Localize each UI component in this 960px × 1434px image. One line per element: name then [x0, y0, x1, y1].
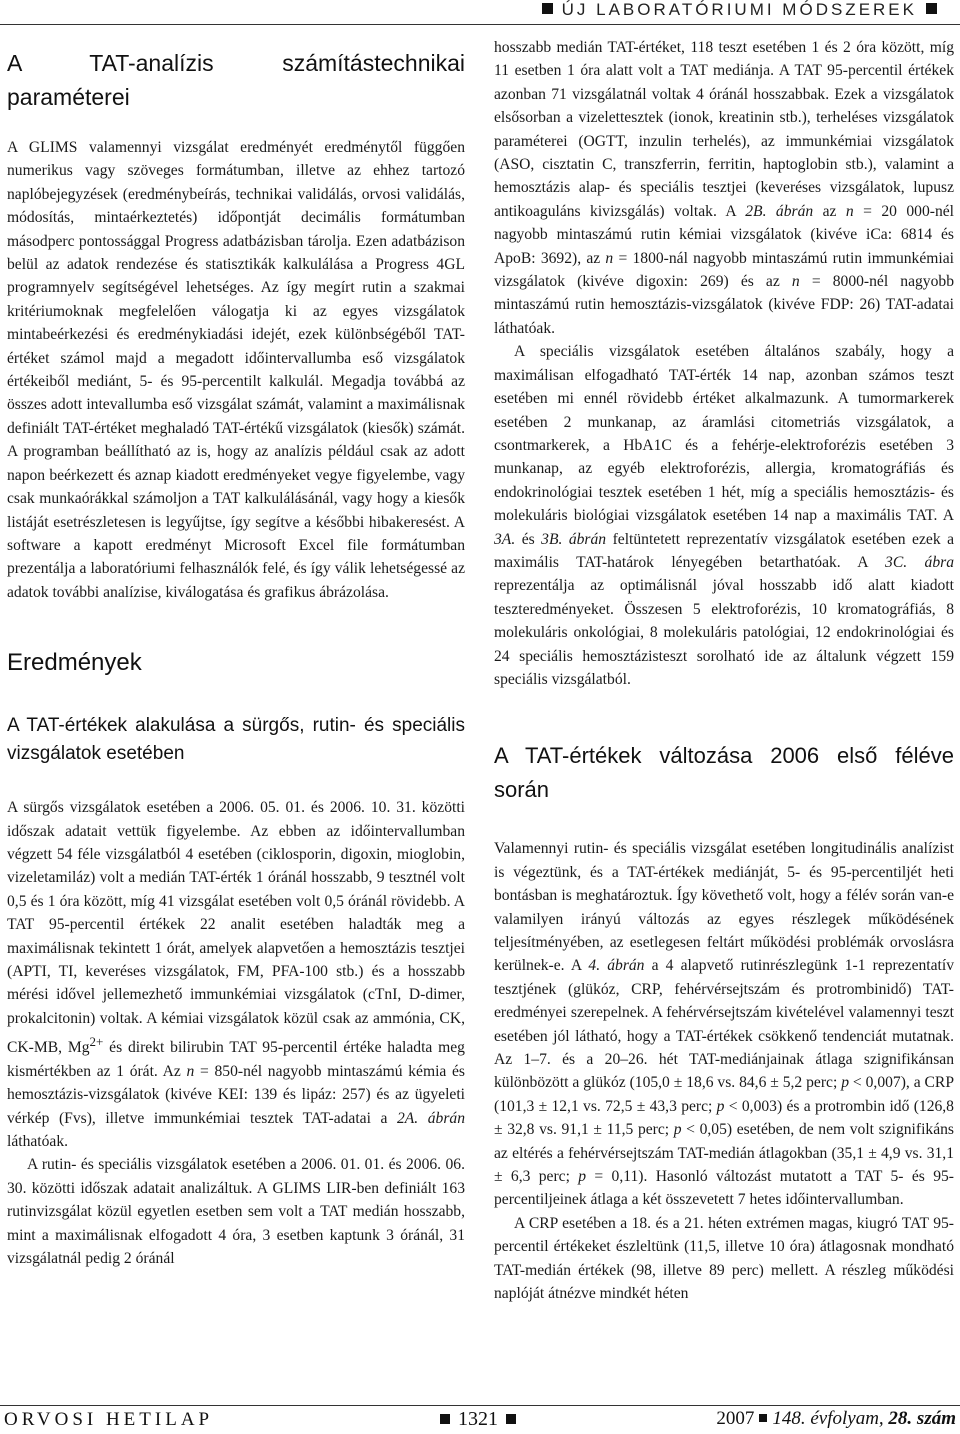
italic-variable: n — [845, 202, 854, 220]
figure-reference: 2A. ábrán — [396, 1109, 465, 1127]
superscript: 2+ — [89, 1034, 104, 1050]
header-rule — [0, 24, 960, 25]
footer-rule — [0, 1405, 960, 1406]
figure-reference: 3B. ábrán — [541, 530, 607, 548]
section-label — [533, 0, 946, 20]
section-title-tat-analysis: A TAT-analízis számítástechnikai paraméterei — [7, 50, 465, 110]
square-bullet-icon — [759, 1414, 767, 1422]
square-bullet-icon — [542, 3, 553, 14]
italic-variable: p — [716, 1097, 725, 1115]
italic-variable: p — [578, 1168, 587, 1186]
text-run: < 0,003) és a protrombin idő (126,8 ± 32,8 vs. 91,1 ± 11,5 perc; — [494, 1097, 954, 1139]
page-number-text: 1321 — [458, 1408, 498, 1430]
text-run: és — [515, 530, 542, 548]
figure-reference: 2B. ábrán — [745, 202, 814, 220]
square-bullet-icon — [440, 1414, 450, 1424]
text-run: a 4 alapvető rutinrészlegünk 1-1 reprezentatív tesztjének (glükóz, CRP, fehérvérsejtszám és protrombinidő) TAT-eredményei szerepelnek. A fehérvérsejtszám kivételével valamennyi teszt esetében jól látható, hogy a TAT-értékek csökkenő tendenciát mutatnak. Az 1–7. és a 20–26. hét TAT-mediánjainak átlaga szignifikánsan különbözött a glükóz (105,0 ± 18,6 vs. 84,6 ± 5,2 perc; — [494, 957, 955, 1092]
text-run: < 0,007), a CRP (101,3 ± 12,1 vs. 72,5 ± 43,3 perc; — [494, 1074, 955, 1115]
square-bullet-icon — [926, 3, 937, 14]
results-title: Eredmények — [7, 649, 142, 677]
text-run: és direkt bilirubin TAT 95-percentil értéke haladta meg kismértékben az 1 órát. Az — [7, 1039, 465, 1080]
text-run: hosszabb medián TAT-értéket, 118 teszt esetében 1 és 2 óra között, míg 11 esetben 1 óra alatt volt a TAT mediánja. A TAT 95-percentil értékek azonban 71 vizsgálatnál voltak 4 óránál hosszabbak. Ezek a vizsgálatok elsősorban a vizelettesztek (ionok, kreatinin stb.), terheléses vizsgálatok paraméterei (OGTT, inzulin terhelés), az immunkémiai vizsgálatok (ASO, cisztatin C, transzferrin, ferritin, haptoglobin stb.), valamint a hemosztázis alap- és speciális tesztjei (keveréses vizsgálatok, lupusz antikoaguláns kivizsgálás) voltak. A — [494, 39, 954, 220]
text-run: = 20 000-nél nagyobb mintaszámú rutin kémiai vizsgálatok (kivéve iCa: 6814 és ApoB: 3692), az — [494, 202, 955, 267]
paragraph-glims: A GLIMS valamennyi vizsgálat eredményét eredménytől függően numerikus vagy szöveges formátumban, illetve az ehhez tartozó naplóbejegyzések (eredménybeírás, technikai validálás, orvosi validálás, módosítás, mintaérkeztetés) időpontját decimális formátumban másodperc pontossággal Progress adatbázisban tárolja. Ezen adatbázison belül az adatok rendezése és statisztikák kalkulálása a Progress 4GL programnyelv segítségével lehetséges. Az így megírt rutin a szakmai kritériumoknak megfelelően válogatja ki az egyes vizsgálatok mintabeérkezési és eredménykiadási idejét, ezek különbségéből TAT-értéket számol majd a megadott időintervallumba eső vizsgálatok értékeiből mediánt, 5- és 95-percentilt kalkulál. Megadja továbbá az összes adott intevallumba eső vizsgálat számát, valamint a maximálisnak definiált TAT-értéket meghaladó TAT-értékű vizsgálatok (kiesők) számát. A programban beállítható az is, hogy az analízis például csak az adott napon beérkezett és aznap kiadott eredményeket vegye figyelembe, vagy csak munkaórákkal számoljon a TAT kalkulálásánál, vagy hogy a kiesők listáját esetrészletesen is legyűjtse, így segítve a későbbi hibakeresést. A software a kapott eredményt Microsoft Excel file formátumban prezentálja a laboratóriumi felhasználók felé, és így válik lehetségessé az adatok további analízise, kiválogatása és grafikus ábrázolása. — [7, 139, 465, 601]
text-run: = 8000-nél nagyobb mintaszámú rutin hemosztázis-vizsgálatok (kivéve FDP: 26) TAT-adatai láthatóak. — [494, 273, 954, 337]
left-column — [7, 36, 465, 1270]
text-run: Valamennyi rutin- és speciális vizsgálat esetében longitudinális analízist is végeztünk, és a TAT-értékek mediánját, 5- és 95-percentiljét heti bontásban is meghatároztuk. Így követhető volt, hogy a félév során van-e valamilyen irányú változás az egyes részlegek működésének teljesítményében, az esetlegesen feltárt működési problémák orvoslásra kerülnek-e. A — [494, 840, 954, 975]
paragraph-longitudinal — [494, 837, 954, 1212]
subsection-title-urgent: A TAT-értékek alakulása a sürgős, rutin- és speciális vizsgálatok esetében — [7, 715, 465, 765]
page-number — [432, 1408, 524, 1431]
text-run: = 0,11). Hasonló változást mutatott a TAT 5- és 95-percentiljeinek átlaga a két összevetett 7 hetes időintervallumban. — [494, 1168, 954, 1209]
text-run: láthatóak. — [7, 1133, 69, 1150]
italic-variable: n — [791, 273, 800, 291]
text-run: = 850-nél nagyobb mintaszámú kémia és hemosztázis-vizsgálatok (kivéve KEI: 139 és lipáz: 257) és az ügyeleti vérkép (Fvs), illetve immunkémiai tesztek TAT-adatai a — [7, 1062, 465, 1127]
paragraph-urgent — [7, 796, 465, 1153]
text-run: A speciális vizsgálatok esetében általános szabály, hogy a maximálisan elfogadható TAT-érték 14 nap, azonban számos teszt esetében mi ennél rövidebb értéket alkalmazunk. A tumormarkerek esetében 2 munkanap, az áramlási citometriás vizsgálatok, a csontmarkerek, a HbA1C és a fehérje-elektroforézis esetében 3 munkanap, az egyéb elektroforézis, allergia, kromatográfiás és endokrinológiai tesztek esetében 1 hét, míg a speciális hemosztázis- és molekuláris biológiai vizsgálatok esetében 14 nap a maximális TAT. A — [494, 343, 954, 525]
italic-variable: p — [841, 1074, 850, 1092]
issue-info — [716, 1408, 956, 1430]
paragraph-routine-continued — [494, 36, 954, 340]
page-header — [0, 0, 960, 26]
paragraph-routine: A rutin- és speciális vizsgálatok esetében a 2006. 01. 01. és 2006. 06. 30. közötti időszak adatait analizáltuk. A GLIMS LIR-ben definiált 163 rutinvizsgálat közül egyetlen esetben sem volt a TAT medián hosszabb, mint a maximálisnak elfogadott 4 óra, 3 esetben kaptunk 3 óránál, 31 vizsgálatnál pedig 2 óránál — [7, 1156, 465, 1268]
text-run: A sürgős vizsgálatok esetében a 2006. 05. 01. és 2006. 10. 31. közötti időszak adatait vettük figyelembe. Az ebben az időintervallumban végzett 54 féle vizsgálatból 4 esetében (ciklosporin, digoxin, mioglobin, vizeletamiláz) volt a medián TAT-érték 1 óránál hosszabb, 9 tesztnél volt 0,5 és 1 óra között, míg 41 vizsgálat esetében volt 0,5 óránál rövidebb. A TAT 95-percentil értékek 22 analit esetében haladták meg a maximálisnak tekintett 1 órát, amelyek alapvetően a hemosztázis tesztjei (APTI, TI, keveréses vizsgálatok, FM, PFA-100 stb.) és a hosszabb mérési idővel jellemezhető immunkémiai vizsgálatok (cTnI, D-dimer, prokalcitonin) voltak. A kémiai vizsgálatok közül csak az ammónia, CK, CK-MB, Mg — [7, 799, 465, 1057]
text-run: reprezentálja az optimálisnál jóval hosszabb idő alatt kiadott teszteredményeket. Összesen 5 elektroforézis, 10 kromatográfiás, 8 molekuláris onkológiai, 8 molekuláris patológiai, 12 endokrinológiai és 24 speciális hemosztázisteszt sorolható ide az általunk végzett 159 speciális vizsgálatból. — [494, 577, 954, 688]
journal-name: ORVOSI HETILAP — [4, 1409, 214, 1430]
issue: 28. szám — [888, 1408, 956, 1429]
paragraph-special — [494, 340, 954, 691]
paragraph-crp: A CRP esetében a 18. és a 21. héten extrémen magas, kiugró TAT 95-percentil értékeket észleltünk (11,5, illetve 10 óra) átlagosnak mondható TAT-medián értékek (98, illetve 89 perc) mellett. A részleg működési naplóját átnézve mindkét héten — [494, 1214, 954, 1303]
year: 2007 — [716, 1408, 755, 1429]
text-run: < 0,05) esetében, de nem volt szignifikáns az eltérés a fehérvérsejtszám TAT-medián átlagokban (35,1 ± 4,9 vs. 31,1 ± 6,3 perc; — [494, 1121, 954, 1186]
figure-reference: 3A. — [494, 530, 516, 548]
figure-reference: 4. ábrán — [588, 957, 645, 975]
text-run: = 1800-nál nagyobb mintaszámú rutin immunkémiai vizsgálatok (kivéve digoxin: 269) és az — [494, 249, 954, 291]
square-bullet-icon — [506, 1414, 516, 1424]
volume: 148. évfolyam, — [772, 1408, 884, 1429]
italic-variable: p — [673, 1121, 682, 1139]
section-label-text: ÚJ LABORATÓRIUMI MÓDSZEREK — [561, 0, 917, 19]
italic-variable: n — [186, 1062, 195, 1080]
section-title-tat-change: A TAT-értékek változása 2006 első féléve során — [494, 743, 954, 803]
page-footer — [0, 1396, 960, 1434]
italic-variable: n — [605, 249, 614, 267]
right-column — [494, 36, 954, 1306]
text-run: az — [813, 202, 846, 220]
text-run: feltüntetett reprezentatív vizsgálatok esetében ezek a maximális TAT-határok lényegében betarthatóak. A — [494, 530, 954, 571]
figure-reference: 3C. ábra — [885, 553, 954, 571]
